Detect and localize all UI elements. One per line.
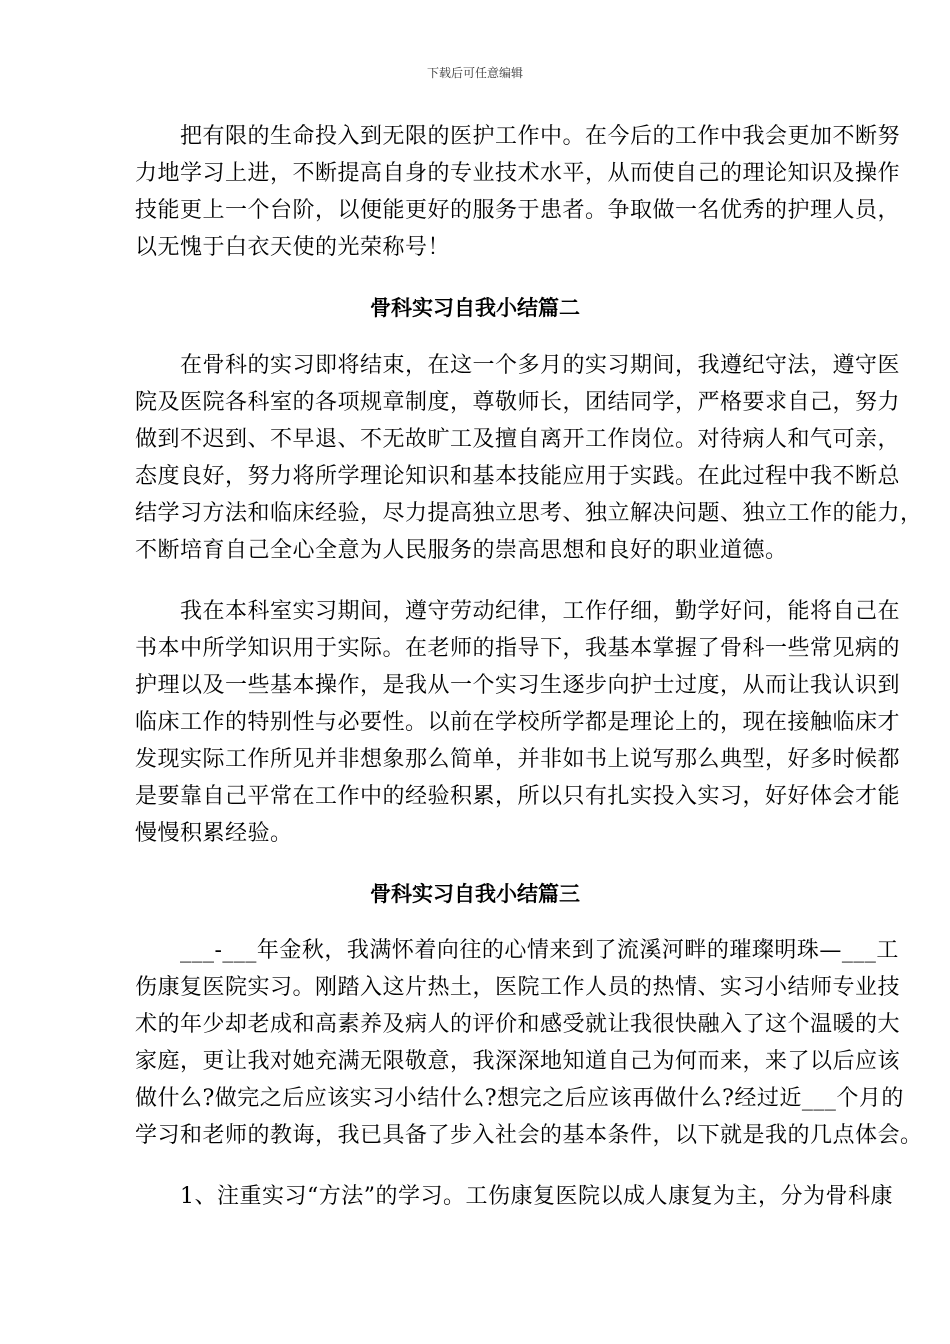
text-line: 院及医院各科室的各项规章制度，尊敬师长，团结同学，严格要求自己，努力: [135, 390, 901, 415]
text-line: 做到不迟到、不早退、不无故旷工及擅自离开工作岗位。对待病人和气可亲，: [135, 427, 901, 452]
text-line: 做什么?做完之后应该实习小结什么?想完之后应该再做什么?经过近___个月的: [135, 1086, 904, 1111]
text-line: 术的年少却老成和高素养及病人的评价和感受就让我很快融入了这个温暖的大: [135, 1012, 901, 1037]
text-line: 慢慢积累经验。: [135, 821, 293, 846]
paragraph-3: [135, 593, 901, 852]
section-heading-3: 骨科实习自我小结篇三: [370, 882, 580, 906]
text-line: 态度良好，努力将所学理论知识和基本技能应用于实践。在此过程中我不断总: [135, 464, 901, 489]
text-line: 在骨科的实习即将结束，在这一个多月的实习期间，我遵纪守法，遵守医: [135, 353, 901, 378]
text-line: 1、注重实习“方法”的学习。工伤康复医院以成人康复为主，分为骨科康: [135, 1184, 893, 1209]
text-line: 结学习方法和临床经验，尽力提高独立思考、独立解决问题、独立工作的能力，: [135, 501, 923, 526]
text-line: 护理以及一些基本操作，是我从一个实习生逐步向护士过度，从而让我认识到: [135, 673, 901, 698]
paragraph-4: [135, 932, 923, 1154]
text-line: 把有限的生命投入到无限的医护工作中。在今后的工作中我会更加不断努: [135, 124, 901, 149]
text-line: 书本中所学知识用于实际。在老师的指导下，我基本掌握了骨科一些常见病的: [135, 636, 901, 661]
text-line: 家庭，更让我对她充满无限敬意，我深深地知道自己为何而来，来了以后应该: [135, 1049, 901, 1074]
text-line: 发现实际工作所见并非想象那么简单，并非如书上说写那么典型，好多时候都: [135, 747, 901, 772]
section-heading-2: 骨科实习自我小结篇二: [370, 296, 580, 320]
text-line: 临床工作的特别性与必要性。以前在学校所学都是理论上的，现在接触临床才: [135, 710, 901, 735]
paragraph-1: [135, 118, 901, 266]
text-line: 学习和老师的教诲，我已具备了步入社会的基本条件，以下就是我的几点体会。: [135, 1123, 923, 1148]
text-line: 我在本科室实习期间，遵守劳动纪律，工作仔细，勤学好问，能将自己在: [135, 599, 901, 624]
text-line: ___-___年金秋，我满怀着向往的心情来到了流溪河畔的璀璨明珠—___工: [135, 938, 899, 963]
text-line: 以无愧于白衣天使的光荣称号！: [135, 235, 451, 260]
text-line: 是要靠自己平常在工作中的经验积累，所以只有扎实投入实习，好好体会才能: [135, 784, 901, 809]
text-line: 不断培育自己全心全意为人民服务的崇高思想和良好的职业道德。: [135, 538, 788, 563]
text-line: 伤康复医院实习。刚踏入这片热土，医院工作人员的热情、实习小结师专业技: [135, 975, 901, 1000]
page-header: 下载后可任意编辑: [426, 66, 523, 80]
text-line: 技能更上一个台阶，以便能更好的服务于患者。争取做一名优秀的护理人员，: [135, 198, 901, 223]
paragraph-2: [135, 347, 923, 569]
paragraph-5: [135, 1178, 893, 1215]
text-line: 力地学习上进，不断提高自身的专业技术水平，从而使自己的理论知识及操作: [135, 161, 901, 186]
